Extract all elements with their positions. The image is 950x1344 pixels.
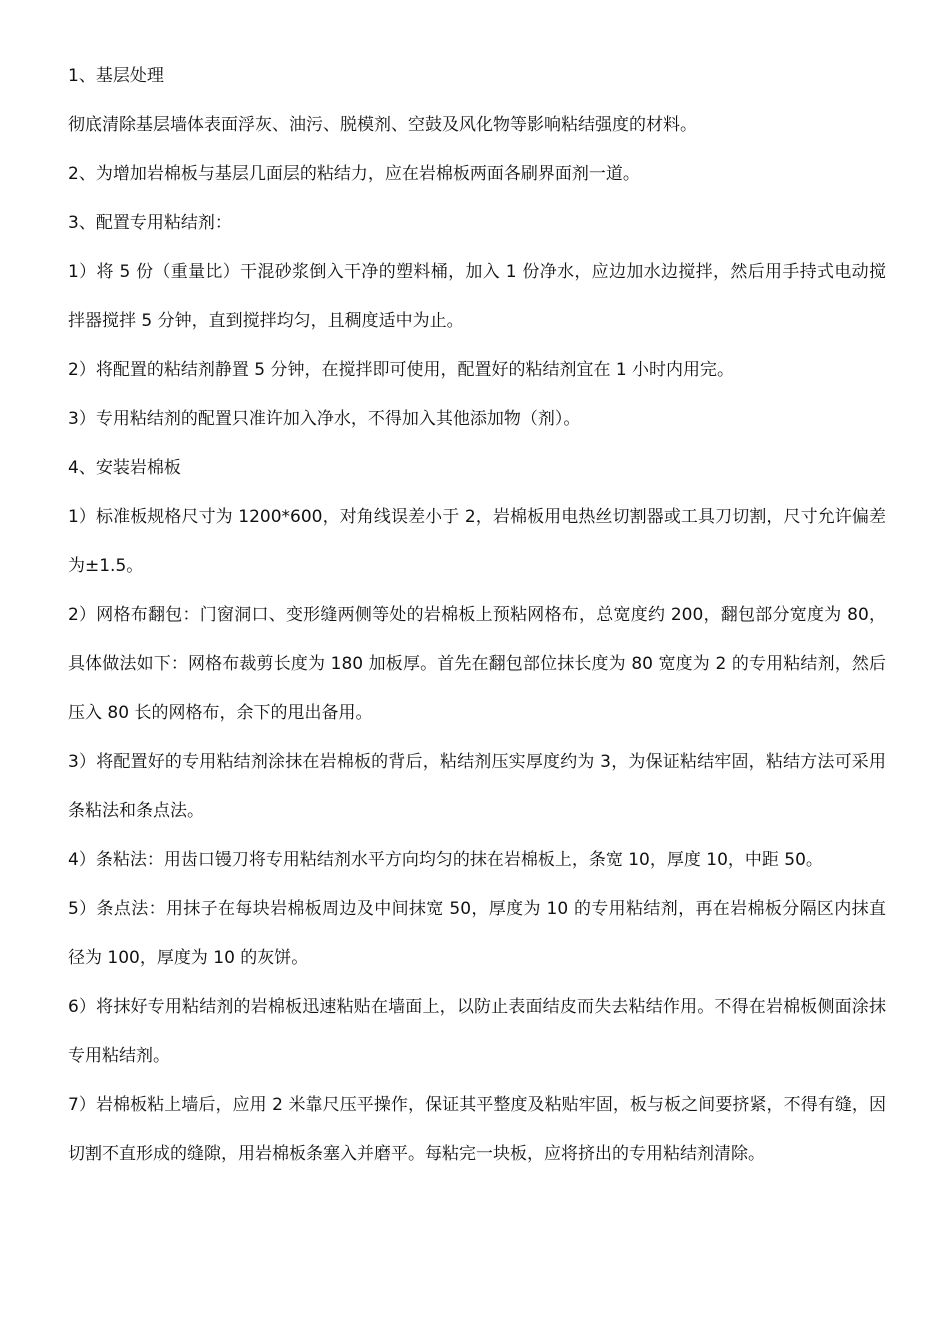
paragraph-install-step-4: 4）条粘法：用齿口镘刀将专用粘结剂水平方向均匀的抹在岩棉板上，条宽 10，厚度 10，中距 50。 — [68, 850, 823, 870]
section-heading-adhesive-prep: 3、配置专用粘结剂： — [68, 213, 232, 233]
paragraph-adhesive-step-2: 2）将配置的粘结剂静置 5 分钟，在搅拌即可使用，配置好的粘结剂宜在 1 小时内用完。 — [68, 360, 735, 380]
paragraph-install-step-6: 6）将抹好专用粘结剂的岩棉板迅速粘贴在墙面上，以防止表面结皮而失去粘结作用。不得在岩棉板侧面涂抹专用粘结剂。 — [68, 997, 886, 1066]
paragraph-install-step-5: 5）条点法：用抹子在每块岩棉板周边及中间抹宽 50，厚度为 10 的专用粘结剂，再在岩棉板分隔区内抹直径为 100，厚度为 10 的灰饼。 — [68, 899, 886, 968]
paragraph-install-step-2: 2）网格布翻包：门窗洞口、变形缝两侧等处的岩棉板上预粘网格布，总宽度约 200，翻包部分宽度为 80，具体做法如下：网格布裁剪长度为 180 加板厚。首先在翻包部位抹长度为 80 宽度为 2 的专用粘结剂，然后压入 80 长的网格布，余下的甩出备用。 — [68, 605, 886, 723]
paragraph-interface-agent: 2、为增加岩棉板与基层几面层的粘结力，应在岩棉板两面各刷界面剂一道。 — [68, 164, 640, 184]
paragraph-base-cleaning: 彻底清除基层墙体表面浮灰、油污、脱模剂、空鼓及风化物等影响粘结强度的材料。 — [68, 115, 697, 135]
paragraph-adhesive-step-3: 3）专用粘结剂的配置只准许加入净水，不得加入其他添加物（剂）。 — [68, 409, 581, 429]
paragraph-install-step-3: 3）将配置好的专用粘结剂涂抹在岩棉板的背后，粘结剂压实厚度约为 3，为保证粘结牢固，粘结方法可采用条粘法和条点法。 — [68, 752, 886, 821]
paragraph-install-step-1: 1）标准板规格尺寸为 1200*600，对角线误差小于 2，岩棉板用电热丝切割器或工具刀切割，尺寸允许偏差为±1.5。 — [68, 507, 886, 576]
document-body — [68, 52, 886, 1179]
paragraph-adhesive-step-1: 1）将 5 份（重量比）干混砂浆倒入干净的塑料桶，加入 1 份净水，应边加水边搅拌，然后用手持式电动搅拌器搅拌 5 分钟，直到搅拌均匀，且稠度适中为止。 — [68, 262, 886, 331]
paragraph-install-step-7: 7）岩棉板粘上墙后，应用 2 米靠尺压平操作，保证其平整度及粘贴牢固，板与板之间要挤紧，不得有缝，因切割不直形成的缝隙，用岩棉板条塞入并磨平。每粘完一块板，应将挤出的专用粘结剂清除。 — [68, 1095, 886, 1164]
section-heading-base-treatment: 1、基层处理 — [68, 66, 164, 86]
section-heading-install-board: 4、安装岩棉板 — [68, 458, 181, 478]
